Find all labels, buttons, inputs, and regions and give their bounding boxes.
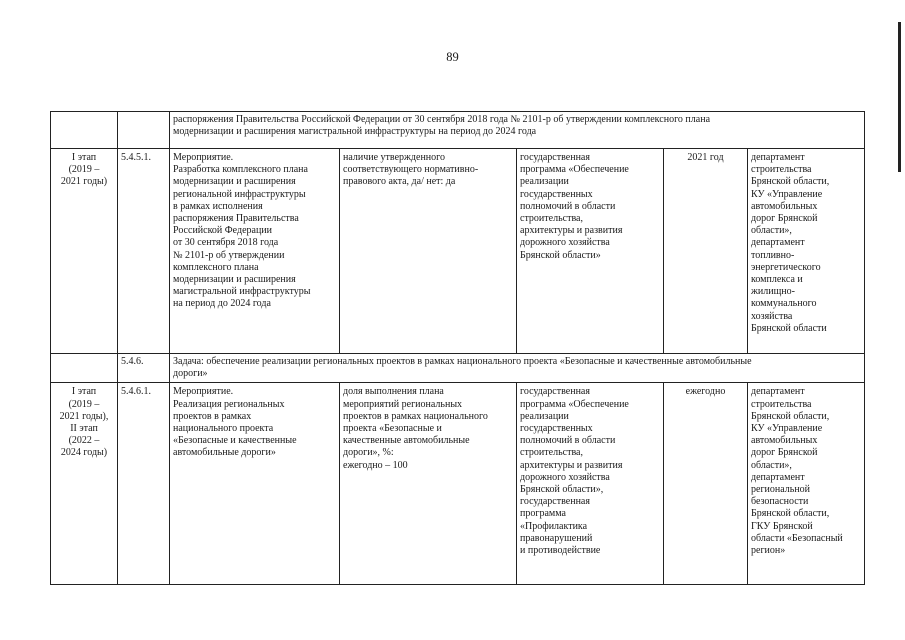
number-cell: 5.4.6.1. [118,383,170,585]
program-cell: государственная программа «Обеспечение реализации государственных полномочий в области строительства, архитектуры и развития дорожного хозяйства Брянской области», государственная программа «Профилактика правонарушений и противодействие [517,383,664,585]
table-row [51,112,865,149]
stage-cell [51,354,118,383]
stage-cell [51,112,118,149]
page-edge-mark [898,22,901,172]
indicator-cell: доля выполнения плана мероприятий региональных проектов в рамках национального проекта «Безопасные и качественные автомобильные дороги», %: ежегодно – 100 [340,383,517,585]
executor-cell: департамент строительства Брянской области, КУ «Управление автомобильных дорог Брянской области», департамент региональной безопасности Брянской области, ГКУ Брянской области «Безопасный регион» [748,383,865,585]
program-cell: государственная программа «Обеспечение реализации государственных полномочий в области строительства, архитектуры и развития дорожного хозяйства Брянской области» [517,149,664,354]
event-cell: Мероприятие. Реализация региональных проектов в рамках национального проекта «Безопасные и качественные автомобильные дороги» [170,383,340,585]
number-cell: 5.4.5.1. [118,149,170,354]
continued-text-cell: распоряжения Правительства Российской Федерации от 30 сентября 2018 года № 2101-р об утверждении комплексного плана модернизации и расширения магистральной инфраструктуры на период до 2024 года [170,112,865,149]
number-cell [118,112,170,149]
table-row [51,354,865,383]
executor-cell: департамент строительства Брянской области, КУ «Управление автомобильных дорог Брянской области», департамент топливно- энергетического комплекса и жилищно- коммунального хозяйства Брянской области [748,149,865,354]
page-number: 89 [446,50,459,64]
deadline-cell: ежегодно [664,383,748,585]
table-row [51,383,865,585]
deadline-cell: 2021 год [664,149,748,354]
stage-cell: I этап (2019 – 2021 годы) [51,149,118,354]
table-row [51,149,865,354]
measures-table [50,111,865,585]
event-cell: Мероприятие. Разработка комплексного плана модернизации и расширения региональной инфраструктуры в рамках исполнения распоряжения Правительства Российской Федерации от 30 сентября 2018 года № 2101-р об утверждении комплексного плана модернизации и расширения магистральной инфраструктуры на период до 2024 года [170,149,340,354]
number-cell: 5.4.6. [118,354,170,383]
indicator-cell: наличие утвержденного соответствующего нормативно- правового акта, да/ нет: да [340,149,517,354]
task-text-cell: Задача: обеспечение реализации региональных проектов в рамках национального проекта «Безопасные и качественные автомобильные дороги» [170,354,865,383]
stage-cell: I этап (2019 – 2021 годы), II этап (2022 – 2024 годы) [51,383,118,585]
